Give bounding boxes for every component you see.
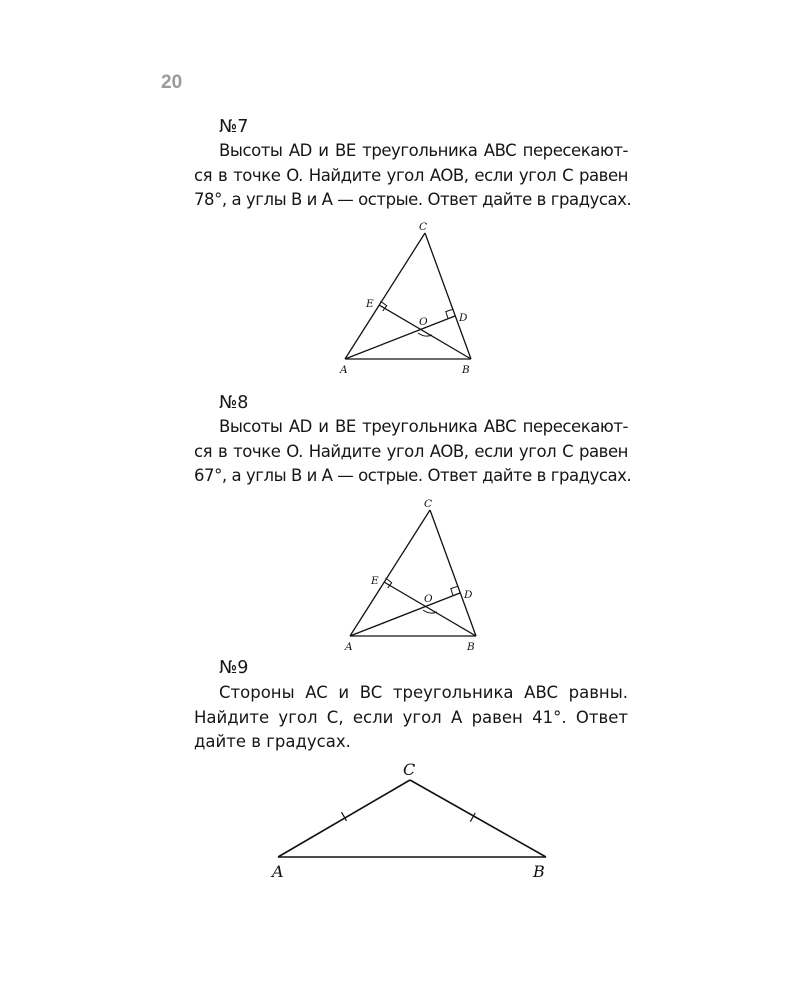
problem-9-text <box>194 681 628 755</box>
altitude-be <box>384 582 476 636</box>
problem-9-number: №9 <box>219 658 249 678</box>
label-o: O <box>419 316 428 328</box>
label-e: E <box>371 575 379 587</box>
side-ac <box>350 510 430 636</box>
label-c: C <box>403 760 416 779</box>
problem-9-line-2: Найдите угол C, если угол A равен 41°. Ответ <box>194 707 628 727</box>
problem-8-line-2: ся в точке O. Найдите угол AOB, если угол C равен <box>194 441 628 461</box>
problem-7-text <box>194 139 632 213</box>
side-bc <box>430 510 476 636</box>
label-e: E <box>366 298 374 310</box>
problem-9-line-3: дайте в градусах. <box>194 732 351 751</box>
label-a: A <box>345 641 353 653</box>
label-a: A <box>340 364 348 376</box>
problem-8-line-3: 67°, а углы B и A — острые. Ответ дайте в градусах. <box>194 466 632 485</box>
side-bc <box>425 233 471 359</box>
side-ac <box>278 780 410 857</box>
label-c: C <box>424 498 433 510</box>
label-b: B <box>467 641 475 653</box>
side-bc <box>410 780 546 857</box>
problem-7-number: №7 <box>219 117 249 137</box>
page-number: 20 <box>161 72 183 93</box>
altitude-ad <box>350 593 460 636</box>
problem-7-line-3: 78°, а углы B и A — острые. Ответ дайте в градусах. <box>194 190 632 209</box>
altitude-ad <box>345 316 455 359</box>
problem-7-line-2: ся в точке O. Найдите угол AOB, если угол C равен <box>194 165 628 185</box>
problem-8-text <box>194 415 632 489</box>
problem-7-line-1: Высоты AD и BE треугольника ABC пересекают- <box>219 141 628 160</box>
problem-9-figure <box>265 755 560 885</box>
label-b: B <box>462 364 470 376</box>
problem-8-figure <box>335 492 495 657</box>
label-d: D <box>464 589 473 601</box>
label-b: B <box>533 862 545 881</box>
label-d: D <box>459 312 468 324</box>
label-o: O <box>424 593 433 605</box>
side-ac <box>345 233 425 359</box>
problem-8-number: №8 <box>219 393 249 413</box>
label-c: C <box>419 221 428 233</box>
altitude-be <box>379 305 471 359</box>
problem-9-line-1: Стороны AC и BC треугольника ABC равны. <box>219 683 628 702</box>
problem-7-figure <box>330 215 490 380</box>
problem-8-line-1: Высоты AD и BE треугольника ABC пересекают- <box>219 417 628 436</box>
label-a: A <box>272 862 284 881</box>
